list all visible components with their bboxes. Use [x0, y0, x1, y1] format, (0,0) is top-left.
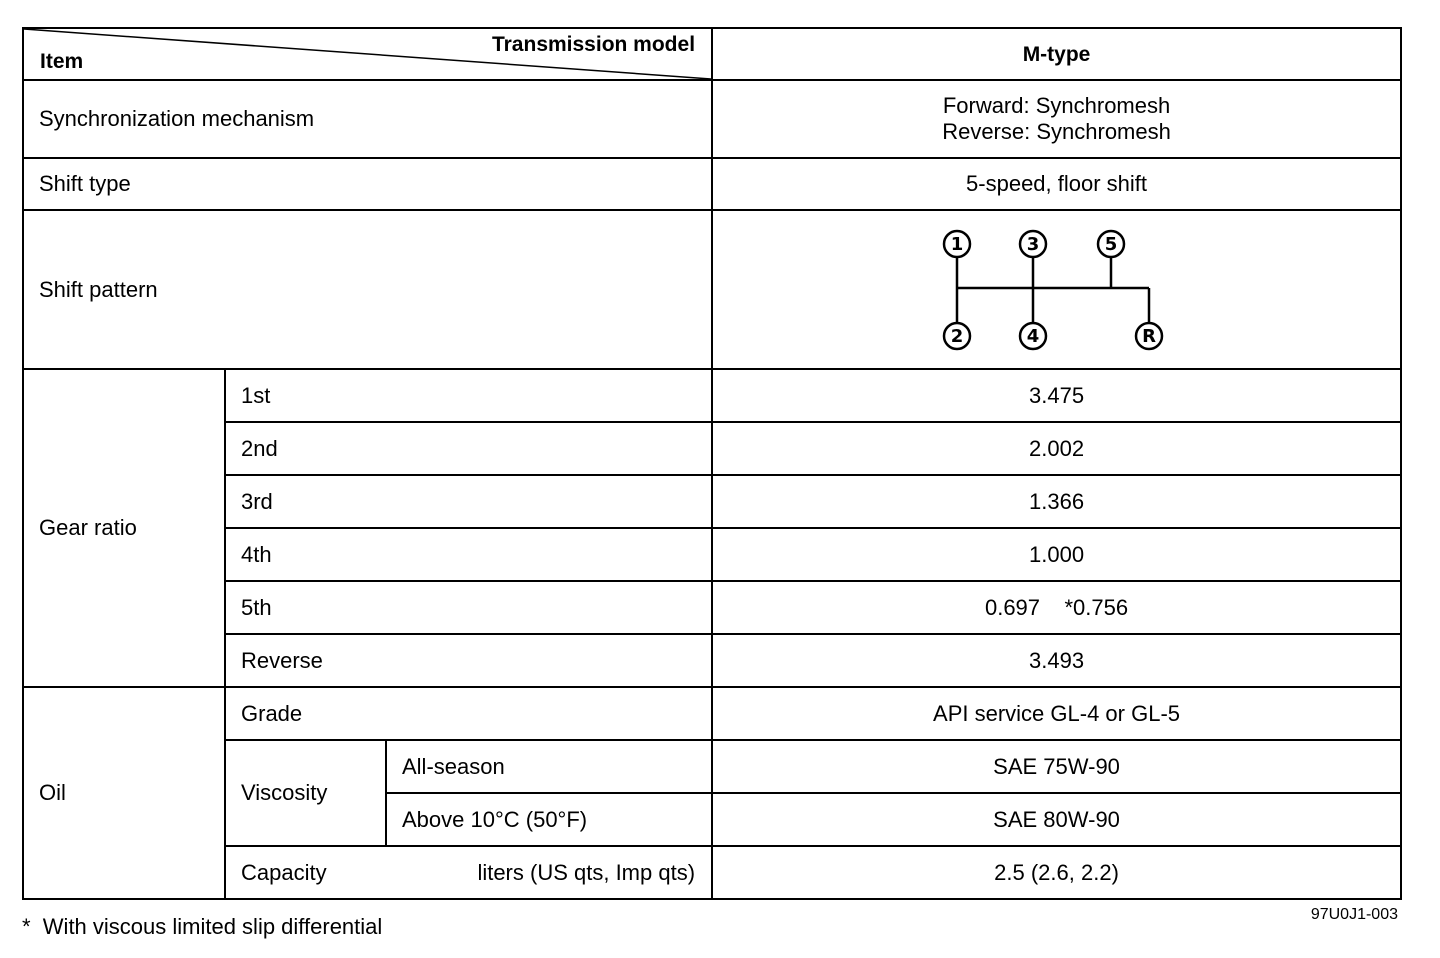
gear-ratio-row-5th — [23, 581, 1401, 634]
oil-capacity-value: 2.5 (2.6, 2.2) — [994, 859, 1119, 885]
gear-4th-value: 1.000 — [1029, 541, 1085, 567]
gear-2nd-value: 2.002 — [1029, 435, 1085, 461]
gear-1st-value-cell — [712, 369, 1401, 422]
gear-2-label: 2 — [950, 325, 963, 347]
oil-above-label: Above 10°C (50°F) — [402, 806, 588, 832]
oil-all-season-label: All-season — [402, 753, 505, 779]
gear-ratio-label-cell — [23, 369, 225, 687]
gear-4th-value-cell — [712, 528, 1401, 581]
shift-pattern-label: Shift pattern — [39, 276, 158, 302]
gear-ratio-row-3rd — [23, 475, 1401, 528]
gear-3rd-value: 1.366 — [1029, 488, 1085, 514]
shift-type-value-cell — [712, 158, 1401, 210]
gear-ratio-row-reverse — [23, 634, 1401, 687]
gear-2nd-label: 2nd — [241, 435, 278, 461]
gear-3-label: 3 — [1026, 233, 1039, 255]
oil-capacity-label: Capacity — [241, 859, 327, 885]
figure-code: 97U0J1-003 — [1310, 906, 1398, 923]
oil-all-season-row — [23, 740, 1401, 793]
oil-viscosity-label-cell — [225, 740, 386, 846]
header-item-model-cell — [23, 28, 712, 80]
gear-ratio-row-1st — [23, 369, 1401, 422]
sync-label-cell — [23, 80, 712, 158]
gear-5th-value: 0.697 *0.756 — [984, 594, 1129, 620]
sync-row — [23, 80, 1401, 158]
gear-1st-value: 3.475 — [1029, 382, 1085, 408]
transmission-model-heading: Transmission model — [491, 33, 696, 56]
gear-reverse-text: Reverse — [241, 647, 323, 673]
shift-type-label-cell — [23, 158, 712, 210]
gear-5-marker — [1098, 231, 1124, 257]
oil-grade-label: Grade — [241, 700, 303, 726]
oil-capacity-row — [23, 846, 1401, 899]
oil-grade-row — [23, 687, 1401, 740]
model-value: M-type — [1022, 43, 1091, 66]
gear-1-label: 1 — [950, 233, 963, 255]
gear-4-marker — [1020, 323, 1046, 349]
oil-all-season-label-cell — [386, 740, 712, 793]
oil-all-season-value: SAE 75W-90 — [993, 753, 1120, 779]
gear-1-marker — [944, 231, 970, 257]
gear-2-marker — [944, 323, 970, 349]
gear-ratio-row-2nd — [23, 422, 1401, 475]
gear-3-marker — [1020, 231, 1046, 257]
item-heading: Item — [40, 50, 84, 73]
shift-pattern-diagram — [937, 220, 1177, 360]
shift-type-value: 5-speed, floor shift — [966, 171, 1148, 196]
gear-5th-value-cell — [712, 581, 1401, 634]
gear-reverse-value-cell — [712, 634, 1401, 687]
gear-reverse-label: R — [1141, 325, 1156, 347]
shift-pattern-label-cell — [23, 210, 712, 369]
oil-label-cell — [23, 687, 225, 899]
sync-reverse-value: Reverse: Synchromesh — [942, 119, 1171, 144]
oil-grade-value-cell — [712, 687, 1401, 740]
gear-2nd-cell — [225, 422, 712, 475]
footnote: * With viscous limited slip differential — [22, 914, 383, 939]
gear-reverse-cell — [225, 634, 712, 687]
transmission-spec-table — [22, 27, 1402, 900]
gear-4-label: 4 — [1026, 325, 1039, 347]
shift-type-label: Shift type — [39, 171, 131, 196]
oil-label: Oil — [39, 780, 66, 805]
gear-reverse-value: 3.493 — [1029, 647, 1085, 673]
header-row — [23, 28, 1401, 80]
gear-ratio-label: Gear ratio — [39, 515, 137, 540]
oil-grade-label-cell — [225, 687, 712, 740]
sync-value-cell — [712, 80, 1401, 158]
gear-5th-cell — [225, 581, 712, 634]
oil-grade-value: API service GL-4 or GL-5 — [933, 700, 1181, 726]
gear-3rd-label: 3rd — [241, 488, 273, 514]
oil-above-value: SAE 80W-90 — [993, 806, 1120, 832]
oil-all-season-value-cell — [712, 740, 1401, 793]
oil-above-value-cell — [712, 793, 1401, 846]
shift-type-row — [23, 158, 1401, 210]
gear-1st-label: 1st — [241, 382, 271, 408]
gear-5th-label: 5th — [241, 594, 272, 620]
shift-pattern-row — [23, 210, 1401, 369]
oil-capacity-unit: liters (US qts, Imp qts) — [477, 859, 696, 885]
gear-4th-cell — [225, 528, 712, 581]
gear-1st-cell — [225, 369, 712, 422]
gear-5-label: 5 — [1104, 233, 1117, 255]
gear-2nd-value-cell — [712, 422, 1401, 475]
gear-4th-label: 4th — [241, 541, 272, 567]
shift-pattern-diagram-cell — [712, 210, 1401, 369]
gear-ratio-row-4th — [23, 528, 1401, 581]
sync-label: Synchronization mechanism — [39, 106, 315, 131]
gear-reverse-marker — [1136, 323, 1162, 349]
model-value-cell — [712, 28, 1401, 80]
sync-forward-value: Forward: Synchromesh — [942, 93, 1171, 118]
gear-3rd-cell — [225, 475, 712, 528]
oil-viscosity-label: Viscosity — [241, 780, 328, 805]
gear-3rd-value-cell — [712, 475, 1401, 528]
oil-capacity-label-cell — [225, 846, 712, 899]
oil-above-label-cell — [386, 793, 712, 846]
oil-capacity-value-cell — [712, 846, 1401, 899]
